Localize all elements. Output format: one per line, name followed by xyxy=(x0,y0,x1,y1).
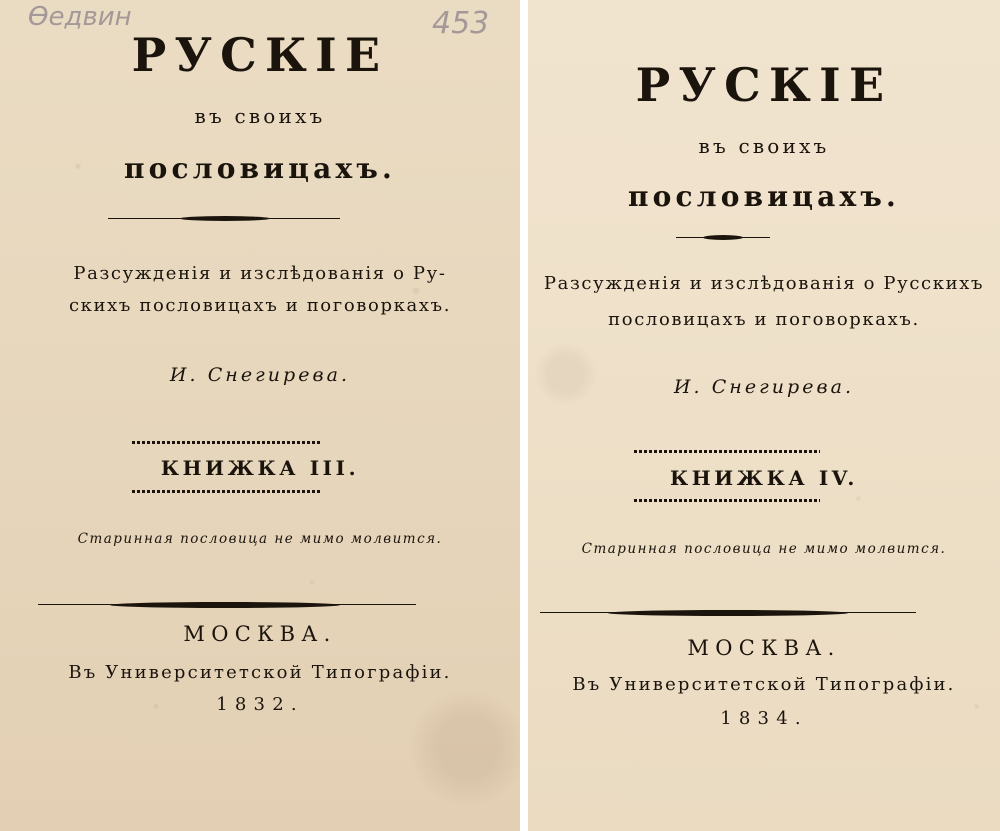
in-their-line: въ своихъ xyxy=(698,134,830,158)
divider-rule-swell xyxy=(608,610,848,616)
subtitle: пословицахъ. xyxy=(627,180,900,213)
main-title: РУСКІЕ xyxy=(131,28,389,82)
press: Въ Университетской Типографіи. xyxy=(572,674,956,695)
divider-rule-swell xyxy=(110,602,340,608)
epigraph: Старинная пословица не мимо молвится. xyxy=(581,541,947,557)
subtitle: пословицахъ. xyxy=(123,152,396,185)
description-line-1: Разсужденія и изслѣдованія о Ру- xyxy=(73,263,447,284)
dotted-rule-top xyxy=(132,441,322,444)
dotted-rule-top xyxy=(634,450,820,453)
author: И. Снегирева. xyxy=(169,364,351,386)
press: Въ Университетской Типографіи. xyxy=(68,662,452,683)
ornament-rule-swell xyxy=(703,235,743,240)
handwritten-number: 453 xyxy=(432,6,490,41)
title-page-1834 xyxy=(528,0,1000,831)
year: 1832. xyxy=(216,694,304,715)
in-their-line: въ своихъ xyxy=(194,104,326,128)
description-line-1: Разсужденія и изслѣдованія о Русскихъ xyxy=(543,273,985,294)
handwritten-note: Ѳедвин xyxy=(28,2,132,32)
city: МОСКВА. xyxy=(183,622,337,646)
city: МОСКВА. xyxy=(687,636,841,660)
description-line-2: пословицахъ и поговоркахъ. xyxy=(608,309,920,330)
main-title: РУСКІЕ xyxy=(635,58,893,112)
book-number: КНИЖКА III. xyxy=(160,456,360,480)
dotted-rule-bottom xyxy=(132,490,322,493)
page-gutter xyxy=(520,0,528,831)
author: И. Снегирева. xyxy=(673,376,855,398)
year: 1834. xyxy=(720,708,808,729)
dotted-rule-bottom xyxy=(634,499,820,502)
epigraph: Старинная пословица не мимо молвится. xyxy=(77,531,443,547)
ornament-rule-swell xyxy=(180,216,270,221)
description-line-2: скихъ пословицахъ и поговоркахъ. xyxy=(68,295,452,316)
book-number: КНИЖКА IV. xyxy=(669,466,858,490)
